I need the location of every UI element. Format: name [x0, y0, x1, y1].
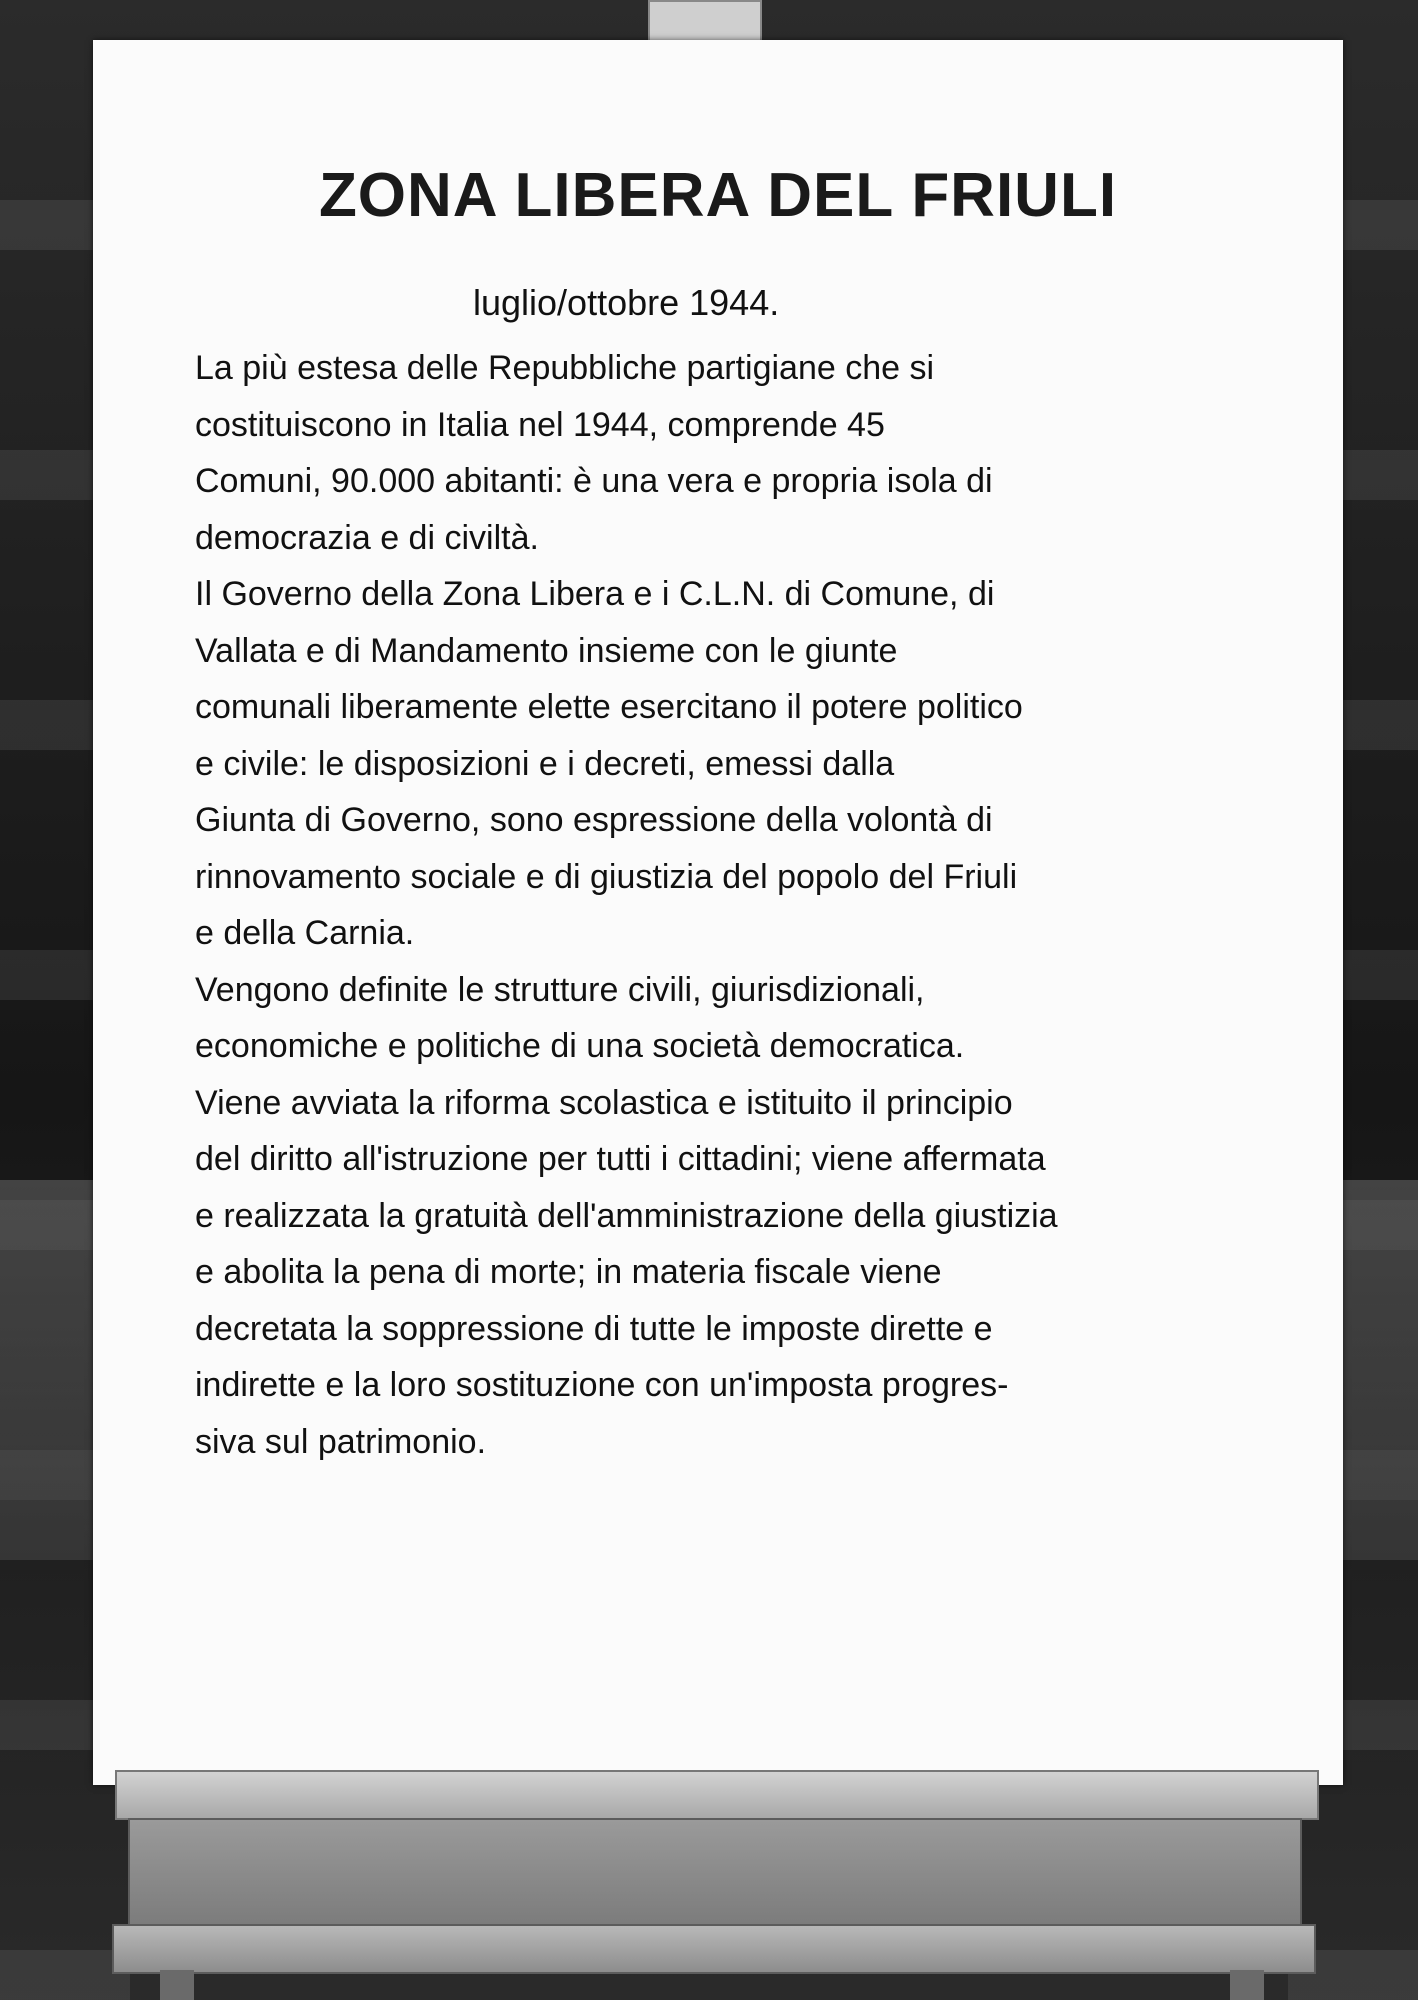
poster-board	[93, 40, 1343, 1785]
poster-subtitle: luglio/ottobre 1944.	[473, 282, 780, 323]
body-line: e abolita la pena di morte; in materia fiscale viene	[195, 1253, 942, 1291]
body-line: comunali liberamente elette esercitano il potere politico	[195, 688, 1023, 726]
body-line: decretata la soppressione di tutte le imposte dirette e	[195, 1309, 993, 1348]
body-line: e realizzata la gratuità dell'amministrazione della giustizia	[195, 1196, 1058, 1235]
body-line: Il Governo della Zona Libera e i C.L.N. di Comune, di	[195, 575, 995, 613]
body-line: democrazia e di civiltà.	[195, 518, 539, 557]
easel-base	[112, 1924, 1316, 1974]
poster-body	[195, 340, 1305, 1470]
body-line: economiche e politiche di una società democratica.	[195, 1027, 965, 1065]
body-line: Viene avviata la riforma scolastica e istituito il principio	[195, 1083, 1013, 1122]
poster-title: ZONA LIBERA DEL FRIULI	[318, 161, 1118, 230]
easel-leg-right	[1230, 1970, 1264, 2000]
body-line: indirette e la loro sostituzione con un'imposta progres-	[195, 1366, 1009, 1404]
body-line: Giunta di Governo, sono espressione della volontà di	[195, 801, 993, 839]
body-line: e civile: le disposizioni e i decreti, emessi dalla	[195, 744, 895, 783]
easel-ledge	[115, 1770, 1319, 1820]
body-line: costituiscono in Italia nel 1944, comprende 45	[195, 405, 885, 444]
body-line: Vengono definite le strutture civili, giurisdizionali,	[195, 970, 925, 1009]
easel-leg-left	[160, 1970, 194, 2000]
easel-frame	[128, 1818, 1302, 1930]
body-line: e della Carnia.	[195, 914, 415, 952]
body-line: siva sul patrimonio.	[195, 1422, 487, 1461]
body-line: Vallata e di Mandamento insieme con le giunte	[195, 631, 898, 670]
body-line: Comuni, 90.000 abitanti: è una vera e propria isola di	[195, 462, 993, 500]
body-line: rinnovamento sociale e di giustizia del popolo del Friuli	[195, 857, 1018, 896]
body-line: del diritto all'istruzione per tutti i cittadini; viene affermata	[195, 1140, 1046, 1178]
body-line: La più estesa delle Repubbliche partigiane che si	[195, 349, 935, 387]
